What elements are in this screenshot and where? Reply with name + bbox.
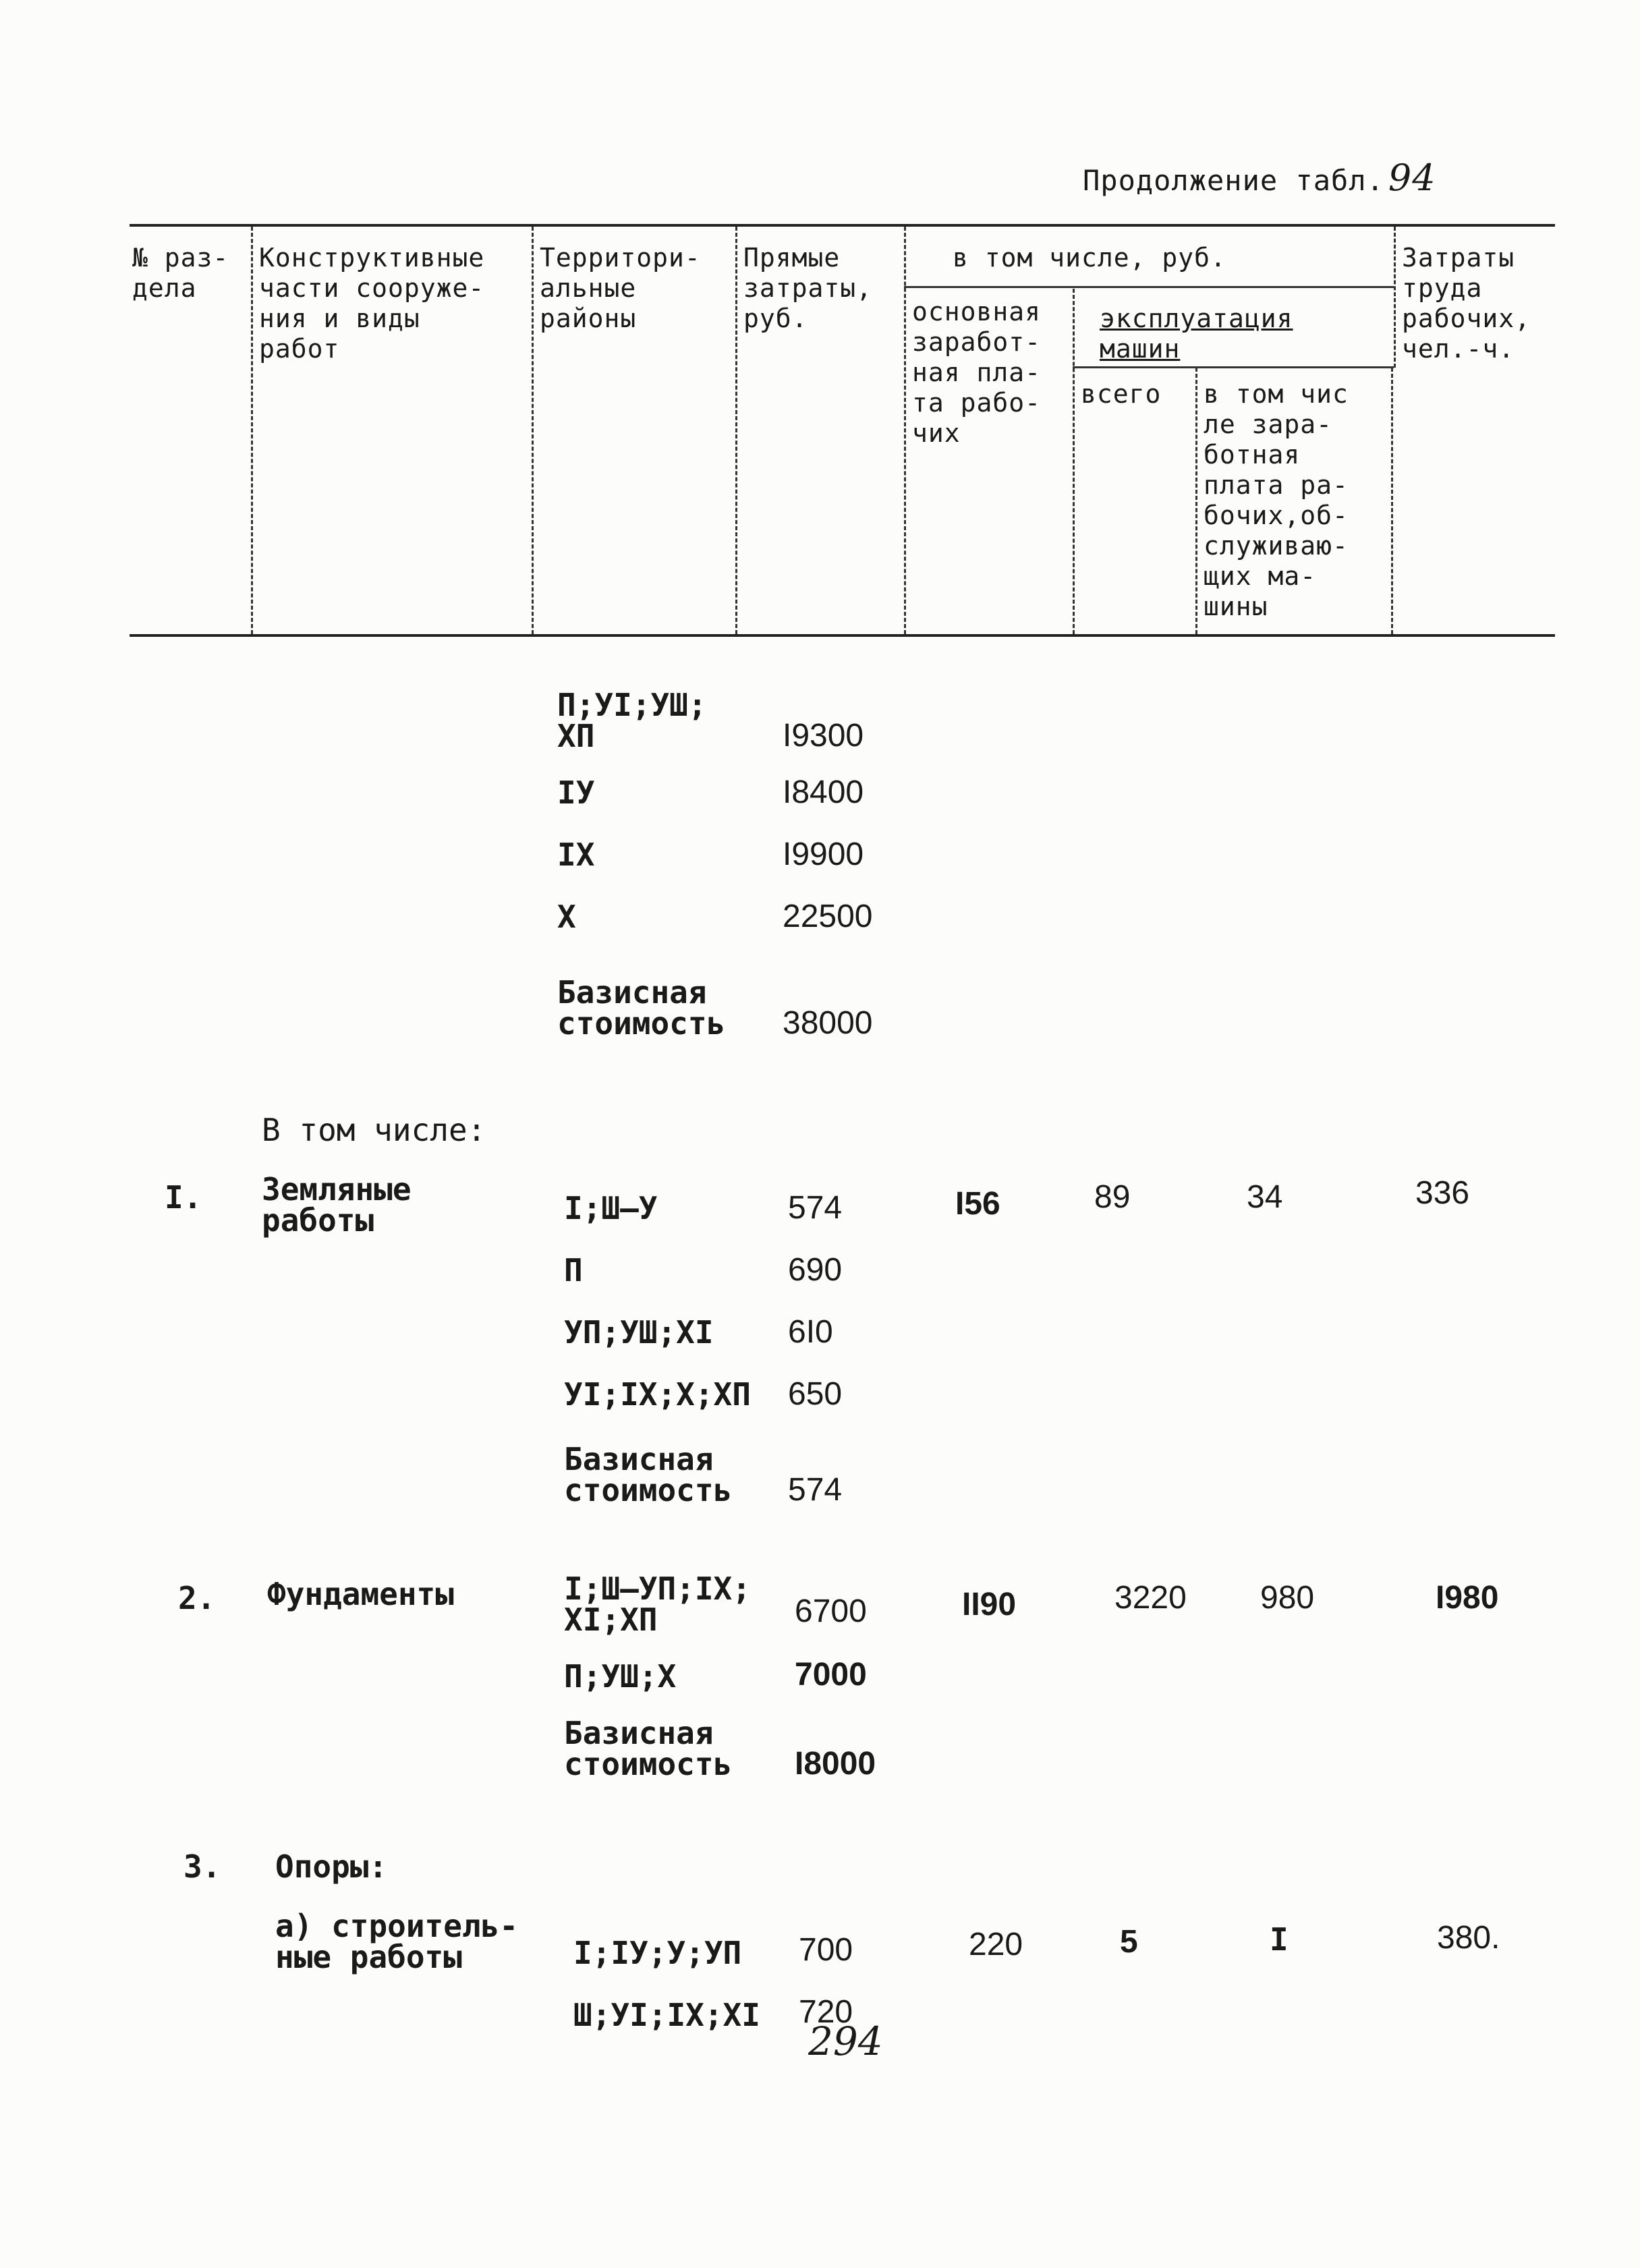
table-number: 94 — [1388, 157, 1436, 199]
header-direct-costs: Прямые затраты, руб. — [743, 243, 873, 333]
col-separator — [1391, 368, 1393, 634]
header-section-no: № раз- дела — [132, 243, 229, 303]
col-separator — [1195, 368, 1197, 634]
region-cell: П;УI;УШ; ХП — [557, 687, 707, 754]
header-machines-total: всего — [1081, 379, 1162, 409]
direct-cost-cell: 650 — [788, 1376, 843, 1412]
region-cell: IУ — [557, 774, 595, 811]
machines-total-cell: 5 — [1120, 1924, 1138, 1960]
table-caption — [1083, 157, 1436, 199]
section-name: Опоры: — [275, 1848, 388, 1885]
region-cell: П — [564, 1252, 583, 1288]
region-cell: УI;IX;X;XП — [564, 1376, 751, 1413]
region-cell: П;УШ;X — [564, 1658, 677, 1695]
col-separator — [1394, 227, 1396, 368]
labor-cost-cell: 336 — [1415, 1175, 1470, 1211]
col-separator — [735, 227, 737, 634]
region-cell: I;IУ;У;УП — [573, 1935, 742, 1971]
region-cell: IX — [557, 837, 595, 873]
region-cell: Базисная стоимость — [557, 974, 726, 1042]
direct-cost-cell: 720 — [799, 1994, 853, 2030]
header-labor-costs: Затраты труда рабочих, чел.-ч. — [1402, 243, 1531, 364]
machine-wages-cell: 34 — [1247, 1179, 1283, 1215]
section-number: 2. — [178, 1580, 216, 1616]
subsection-name: а) строитель- ные работы — [275, 1908, 519, 1975]
labor-cost-cell: I980 — [1436, 1580, 1499, 1616]
direct-cost-cell: 38000 — [783, 1005, 873, 1041]
direct-cost-cell: I9300 — [783, 718, 864, 754]
section-name: Фундаменты — [267, 1576, 454, 1612]
header-machine-wages: в том чис ле зара- ботная плата ра- бочих,об- служиваю- щих ма- шины — [1204, 379, 1349, 621]
direct-cost-cell: 22500 — [783, 899, 873, 934]
region-cell: I;Ш–УП;IX; XI;XП — [564, 1570, 751, 1638]
region-cell: Ш;УI;IX;XI — [573, 1997, 760, 2033]
machine-wages-cell: I — [1270, 1921, 1289, 1958]
header-top-rule — [130, 224, 1555, 227]
direct-cost-cell: 700 — [799, 1932, 853, 1968]
region-cell: Базисная стоимость — [564, 1715, 733, 1782]
direct-cost-cell: 690 — [788, 1252, 843, 1288]
section-name: Земляные работы — [262, 1171, 412, 1239]
header-base-wages: основная заработ- ная пла- та рабо- чих — [912, 297, 1042, 448]
including-label: В том числе: — [262, 1112, 486, 1148]
region-cell: X — [557, 899, 576, 935]
col-separator — [1073, 289, 1075, 634]
base-wages-cell: 220 — [969, 1927, 1023, 1962]
caption-text: Продолжение табл. — [1083, 164, 1384, 197]
direct-cost-cell: 574 — [788, 1472, 843, 1508]
header-construction-parts: Конструктивные части сооруже- ния и виды работ — [259, 243, 485, 364]
direct-cost-cell: I9900 — [783, 837, 864, 872]
base-wages-cell: I56 — [955, 1186, 1000, 1222]
direct-cost-cell: I8400 — [783, 774, 864, 810]
direct-cost-cell: 574 — [788, 1190, 843, 1226]
section-number: 3. — [183, 1848, 221, 1885]
labor-cost-cell: 380. — [1437, 1920, 1500, 1956]
subheader-rule — [904, 286, 1394, 288]
header-regions: Территори- альные районы — [540, 243, 701, 333]
direct-cost-cell: 7000 — [795, 1657, 867, 1693]
machine-wages-cell: 980 — [1260, 1580, 1315, 1616]
machines-total-cell: 89 — [1094, 1179, 1131, 1215]
region-cell: Базисная стоимость — [564, 1441, 733, 1508]
col-separator — [251, 227, 253, 634]
direct-cost-cell: 6I0 — [788, 1314, 833, 1350]
page-number: 294 — [808, 2018, 883, 2064]
header-bottom-rule — [130, 634, 1555, 637]
direct-cost-cell: 6700 — [795, 1593, 867, 1629]
col-separator — [532, 227, 534, 634]
region-cell: I;Ш–У — [564, 1190, 658, 1226]
header-including: в том числе, руб. — [953, 243, 1226, 273]
base-wages-cell: II90 — [962, 1587, 1017, 1622]
subheader-rule — [1073, 366, 1394, 368]
region-cell: УП;УШ;XI — [564, 1314, 714, 1351]
section-number: I. — [165, 1179, 202, 1216]
header-machine-operation: эксплуатация машин — [1100, 304, 1293, 364]
direct-cost-cell: I8000 — [795, 1746, 876, 1782]
machines-total-cell: 3220 — [1114, 1580, 1187, 1616]
